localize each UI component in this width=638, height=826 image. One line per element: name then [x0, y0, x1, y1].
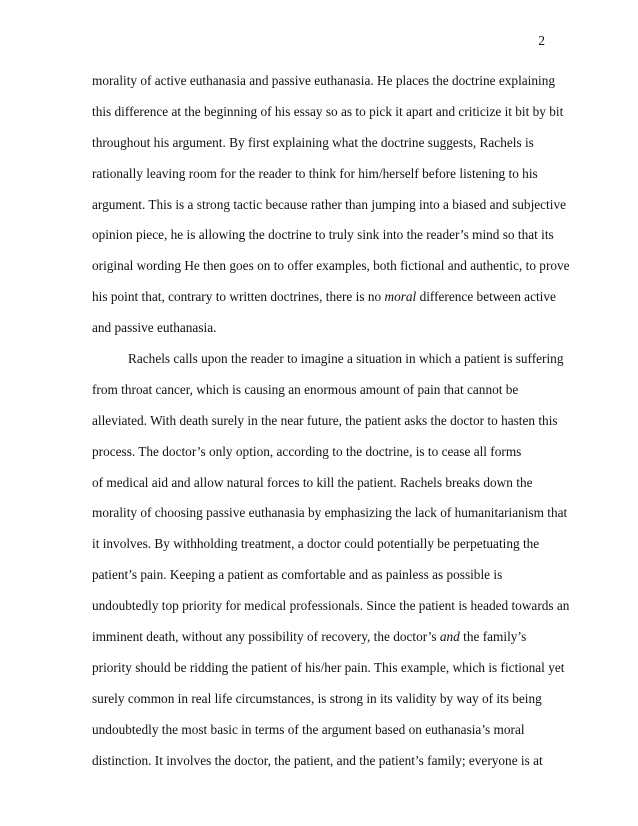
- paragraph-1-line: his point that, contrary to written doctrines, there is no moral difference between active: [92, 289, 556, 305]
- page-number: 2: [538, 33, 545, 48]
- paragraph-2-line: priority should be ridding the patient of his/her pain. This example, which is fictional yet: [92, 659, 565, 675]
- paragraph-2-line: of medical aid and allow natural forces to kill the patient. Rachels breaks down the: [92, 474, 533, 490]
- paragraph-2-line: from throat cancer, which is causing an enormous amount of pain that cannot be: [92, 381, 519, 397]
- paragraph-1-line: original wording He then goes on to offer examples, both fictional and authentic, to prove: [92, 258, 570, 274]
- paragraph-1-line: rationally leaving room for the reader to think for him/herself before listening to his: [92, 165, 538, 181]
- emphasized-word: and: [439, 629, 460, 645]
- paragraph-1-line: argument. This is a strong tactic because rather than jumping into a biased and subjective: [92, 196, 567, 212]
- body-text: [92, 66, 570, 776]
- paragraph-2-line: imminent death, without any possibility of recovery, the doctor’s and the family’s: [92, 629, 527, 645]
- paragraph-1-line: opinion piece, he is allowing the doctrine to truly sink into the reader’s mind so that its: [92, 227, 554, 243]
- paragraph-1-line: throughout his argument. By first explaining what the doctrine suggests, Rachels is: [92, 134, 534, 150]
- paragraph-2-line: process. The doctor’s only option, according to the doctrine, is to cease all forms: [92, 443, 522, 459]
- paragraph-2-line: undoubtedly the most basic in terms of the argument based on euthanasia’s moral: [92, 721, 525, 737]
- paragraph-2-line: it involves. By withholding treatment, a doctor could potentially be perpetuating the: [92, 536, 540, 552]
- paragraph-2-line: distinction. It involves the doctor, the patient, and the patient’s family; everyone is at: [92, 752, 543, 768]
- paragraph-2-line: alleviated. With death surely in the near future, the patient asks the doctor to hasten this: [92, 412, 558, 428]
- emphasized-word: moral: [384, 289, 417, 305]
- paragraph-1-line: this difference at the beginning of his essay so as to pick it apart and criticize it bit by bit: [92, 103, 564, 119]
- paragraph-1-line: and passive euthanasia.: [92, 320, 217, 336]
- paragraph-2-line: surely common in real life circumstances, is strong in its validity by way of its being: [92, 690, 542, 706]
- paragraph-2-line: undoubtedly top priority for medical professionals. Since the patient is headed towards an: [92, 598, 570, 614]
- paragraph-1-line: morality of active euthanasia and passive euthanasia. He places the doctrine explaining: [92, 73, 556, 88]
- paragraph-2-line: Rachels calls upon the reader to imagine a situation in which a patient is suffering: [128, 351, 564, 367]
- paragraph-2-line: morality of choosing passive euthanasia by emphasizing the lack of humanitarianism that: [92, 505, 568, 521]
- paragraph-2-line: patient’s pain. Keeping a patient as comfortable and as painless as possible is: [92, 567, 503, 583]
